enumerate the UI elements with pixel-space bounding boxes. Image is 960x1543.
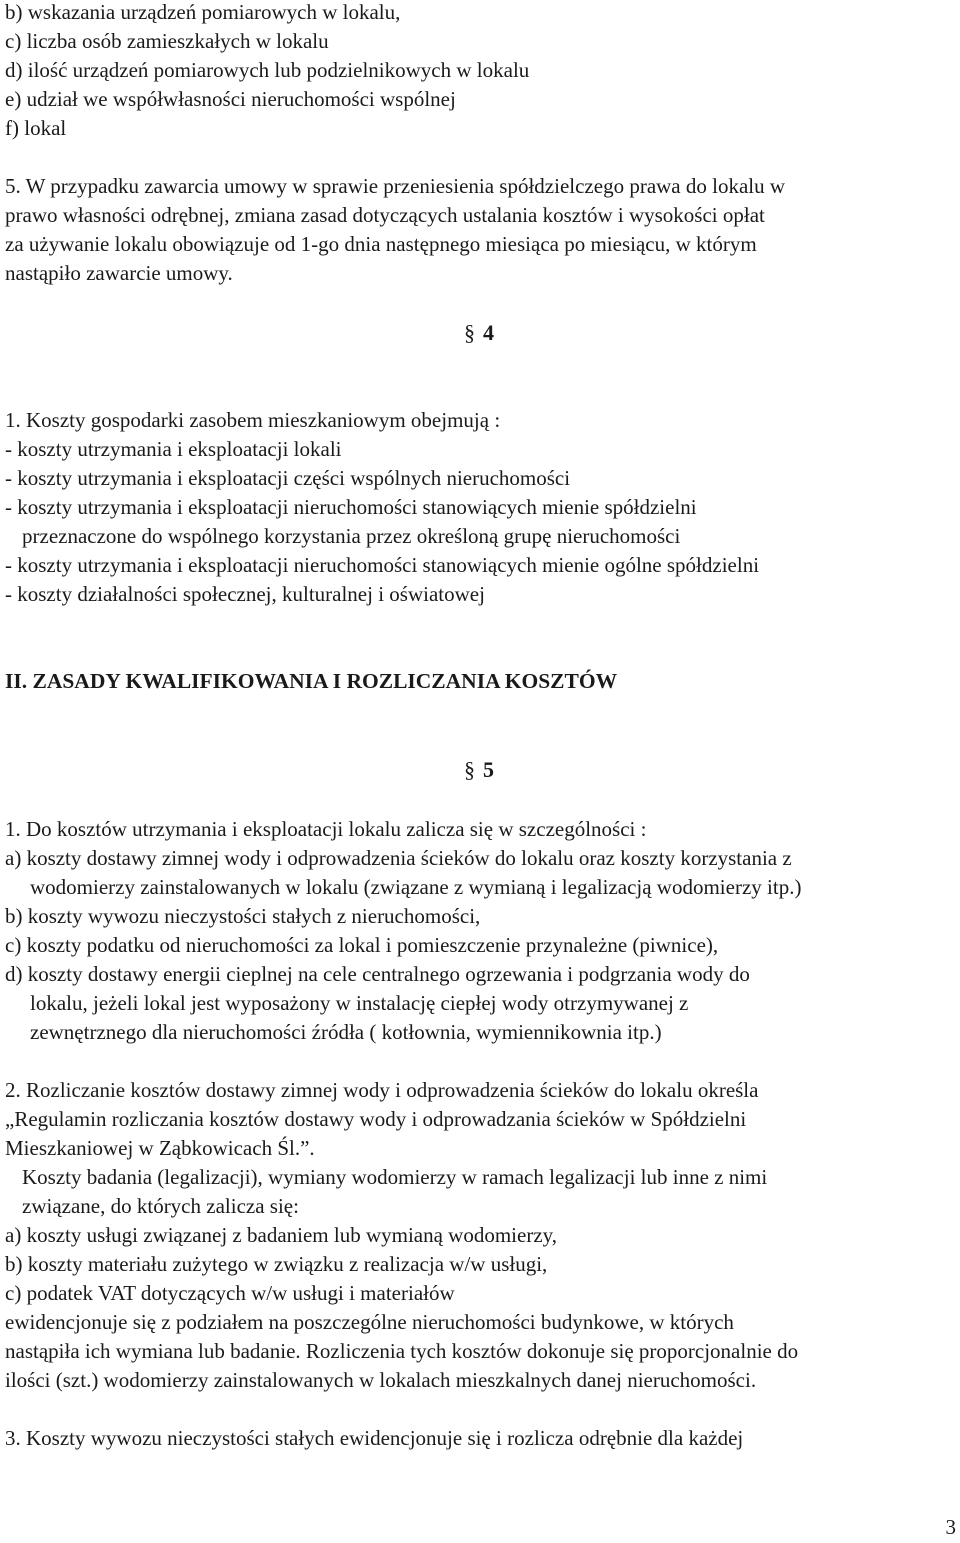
section-number: 4	[483, 320, 494, 345]
s5-p1-item: a) koszty dostawy zimnej wody i odprowadzenia ścieków do lokalu oraz koszty korzystania z	[5, 846, 792, 870]
s4-item: - koszty utrzymania i eksploatacji nieruchomości stanowiących mienie ogólne spółdzielni	[5, 553, 760, 577]
s5-p2-line: związane, do których zalicza się:	[22, 1194, 299, 1218]
s5-p1-item: c) koszty podatku od nieruchomości za lokal i pomieszczenie przynależne (piwnice),	[5, 933, 719, 957]
section-symbol: §	[464, 757, 475, 782]
chapter-heading: II. ZASADY KWALIFIKOWANIA I ROZLICZANIA KOSZTÓW	[5, 669, 618, 693]
list-item-d: d) ilość urządzeń pomiarowych lub podzielnikowych w lokalu	[5, 58, 530, 82]
s5-p1-item: b) koszty wywozu nieczystości stałych z nieruchomości,	[5, 904, 481, 928]
s5-p1-item-cont: lokalu, jeżeli lokal jest wyposażony w instalację ciepłej wody otrzymywanej z	[30, 991, 689, 1015]
s5-p2-line: Koszty badania (legalizacji), wymiany wodomierzy w ramach legalizacji lub inne z nimi	[22, 1165, 768, 1189]
point5-line: prawo własności odrębnej, zmiana zasad dotyczących ustalania kosztów i wysokości opłat	[5, 203, 765, 227]
s5-p2-item: b) koszty materiału zużytego w związku z realizacja w/w usługi,	[5, 1252, 548, 1276]
list-item-e: e) udział we współwłasności nieruchomości wspólnej	[5, 87, 456, 111]
s4-item: - koszty utrzymania i eksploatacji lokali	[5, 437, 342, 461]
section-number: 5	[483, 757, 494, 782]
section-symbol: §	[464, 320, 475, 345]
list-item-c: c) liczba osób zamieszkałych w lokalu	[5, 29, 329, 53]
point5-line: nastąpiło zawarcie umowy.	[5, 261, 233, 285]
s5-p1-line: 1. Do kosztów utrzymania i eksploatacji lokalu zalicza się w szczególności :	[5, 817, 647, 841]
s4-item: - koszty działalności społecznej, kulturalnej i oświatowej	[5, 582, 485, 606]
s5-p2-item: c) podatek VAT dotyczących w/w usługi i materiałów	[5, 1281, 455, 1305]
s4-item: - koszty utrzymania i eksploatacji nieruchomości stanowiących mienie spółdzielni	[5, 495, 697, 519]
page-number: 3	[945, 1515, 956, 1539]
s5-p1-item-cont: zewnętrznego dla nieruchomości źródła ( kotłownia, wymiennikownia itp.)	[30, 1020, 662, 1044]
list-item-b: b) wskazania urządzeń pomiarowych w lokalu,	[5, 0, 401, 24]
section-5-heading	[464, 757, 494, 783]
s5-p2-line: „Regulamin rozliczania kosztów dostawy wody i odprowadzania ścieków w Spółdzielni	[5, 1107, 747, 1131]
section-4-heading	[464, 320, 494, 346]
s5-p2-line: 2. Rozliczanie kosztów dostawy zimnej wody i odprowadzenia ścieków do lokalu określa	[5, 1078, 759, 1102]
s4-item-cont: przeznaczone do wspólnego korzystania przez określoną grupę nieruchomości	[22, 524, 681, 548]
s5-p3-line: 3. Koszty wywozu nieczystości stałych ewidencjonuje się i rozlicza odrębnie dla każdej	[5, 1426, 744, 1450]
s5-p1-item-cont: wodomierzy zainstalowanych w lokalu (związane z wymianą i legalizacją wodomierzy itp.)	[30, 875, 802, 899]
s5-p2-line: ilości (szt.) wodomierzy zainstalowanych w lokalach mieszkalnych danej nieruchomości.	[5, 1368, 757, 1392]
s5-p2-line: ewidencjonuje się z podziałem na poszczególne nieruchomości budynkowe, w których	[5, 1310, 734, 1334]
s5-p1-item: d) koszty dostawy energii cieplnej na cele centralnego ogrzewania i podgrzania wody do	[5, 962, 750, 986]
s5-p2-line: Mieszkaniowej w Ząbkowicach Śl.”.	[5, 1136, 315, 1160]
point5-line: za używanie lokalu obowiązuje od 1-go dnia następnego miesiąca po miesiącu, w którym	[5, 232, 757, 256]
point5-line: 5. W przypadku zawarcia umowy w sprawie przeniesienia spółdzielczego prawa do lokalu w	[5, 174, 786, 198]
s5-p2-item: a) koszty usługi związanej z badaniem lub wymianą wodomierzy,	[5, 1223, 558, 1247]
list-item-f: f) lokal	[5, 116, 67, 140]
s4-line: 1. Koszty gospodarki zasobem mieszkaniowym obejmują :	[5, 408, 501, 432]
s5-p2-line: nastąpiła ich wymiana lub badanie. Rozliczenia tych kosztów dokonuje się proporcjonalnie do	[5, 1339, 799, 1363]
s4-item: - koszty utrzymania i eksploatacji części wspólnych nieruchomości	[5, 466, 571, 490]
